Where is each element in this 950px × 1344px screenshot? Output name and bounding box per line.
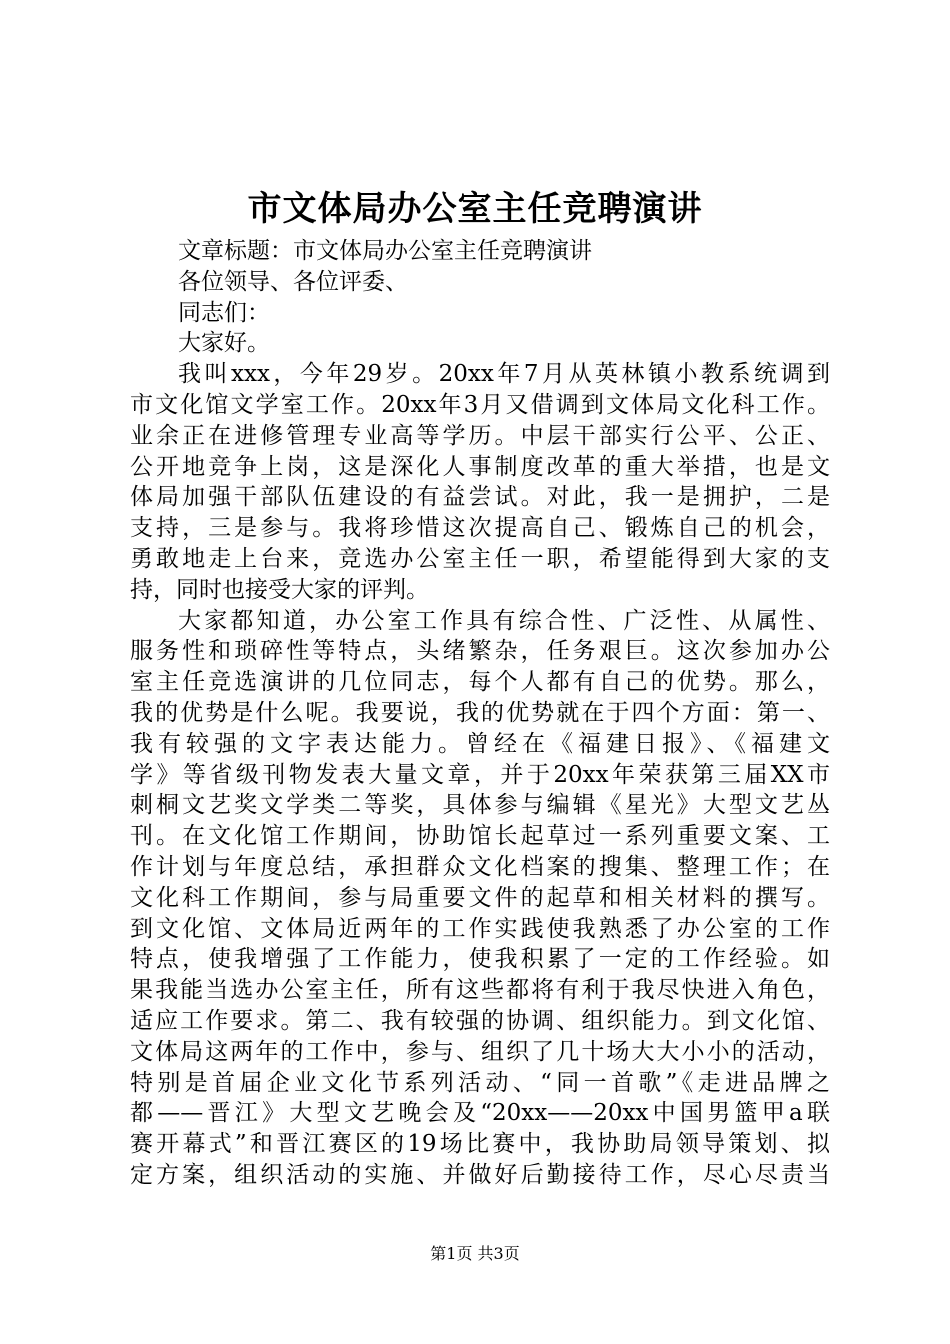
paragraph-line: 持，同时也接受大家的评判。 [130, 576, 429, 603]
paragraph-line: 大家都知道，办公室工作具有综合性、广泛性、从属性、 [178, 607, 830, 634]
paragraph-line: 我有较强的文字表达能力。曾经在《福建日报》、《福建文 [130, 730, 830, 757]
paragraph-line: 室主任竞选演讲的几位同志，每个人都有自己的优势。那么， [130, 669, 830, 696]
page-footer: 第1页 共3页 [430, 1244, 520, 1263]
paragraph-line: 刺桐文艺奖文学类二等奖，具体参与编辑《星光》大型文艺丛 [130, 792, 830, 819]
paragraph-line: 服务性和琐碎性等特点，头绪繁杂，任务艰巨。这次参加办公 [130, 638, 830, 665]
paragraph-line: 特点，使我增强了工作能力，使我积累了一定的工作经验。如 [130, 946, 830, 973]
document-title: 市文体局办公室主任竞聘演讲 [247, 189, 703, 229]
paragraph-line: 体局加强干部队伍建设的有益尝试。对此，我一是拥护，二是 [130, 484, 830, 511]
paragraph-line: 赛开幕式”和晋江赛区的19场比赛中，我协助局领导策划、拟 [130, 1131, 830, 1158]
paragraph-line: 市文化馆文学室工作。20xx年3月又借调到文体局文化科工作。 [130, 391, 830, 418]
paragraph-line: 公开地竞争上岗，这是深化人事制度改革的重大举措，也是文 [130, 453, 830, 480]
paragraph-line: 特别是首届企业文化节系列活动、“同一首歌”《走进品牌之 [130, 1069, 830, 1096]
paragraph-line: 业余正在进修管理专业高等学历。中层干部实行公平、公正、 [130, 422, 830, 449]
paragraph-line: 我叫xxx，今年29岁。20xx年7月从英林镇小教系统调到 [178, 361, 830, 388]
paragraph-line: 果我能当选办公室主任，所有这些都将有利于我尽快进入角色， [130, 977, 830, 1004]
document-body [130, 236, 830, 1191]
article-title-line: 文章标题：市文体局办公室主任竞聘演讲 [178, 238, 592, 264]
paragraph-line: 学》等省级刊物发表大量文章，并于20xx年荣获第三届XX市 [130, 761, 830, 788]
paragraph-line: 到文化馆、文体局近两年的工作实践使我熟悉了办公室的工作 [130, 915, 830, 942]
paragraph-line: 都——晋江》大型文艺晚会及“20xx——20xx中国男篮甲a联 [130, 1100, 830, 1127]
paragraph-line: 我的优势是什么呢。我要说，我的优势就在于四个方面：第一、 [130, 699, 830, 726]
paragraph-line: 文化科工作期间，参与局重要文件的起草和相关材料的撰写。 [130, 884, 830, 911]
paragraph-line: 文体局这两年的工作中，参与、组织了几十场大大小小的活动， [130, 1038, 830, 1065]
paragraph-line: 勇敢地走上台来，竞选办公室主任一职，希望能得到大家的支 [130, 545, 830, 572]
paragraph-line: 定方案，组织活动的实施、并做好后勤接待工作，尽心尽责当 [130, 1161, 830, 1188]
salutation-line: 各位领导、各位评委、 [178, 268, 408, 295]
paragraph-line: 作计划与年度总结，承担群众文化档案的搜集、整理工作；在 [130, 853, 830, 880]
paragraph-line: 适应工作要求。第二、我有较强的协调、组织能力。到文化馆、 [130, 1007, 830, 1034]
greeting-line: 大家好。 [178, 330, 270, 357]
paragraph-line: 刊。在文化馆工作期间，协助馆长起草过一系列重要文案、工 [130, 823, 830, 850]
paragraph-line: 支持，三是参与。我将珍惜这次提高自己、锻炼自己的机会， [130, 515, 830, 542]
salutation-line: 同志们： [178, 299, 270, 326]
